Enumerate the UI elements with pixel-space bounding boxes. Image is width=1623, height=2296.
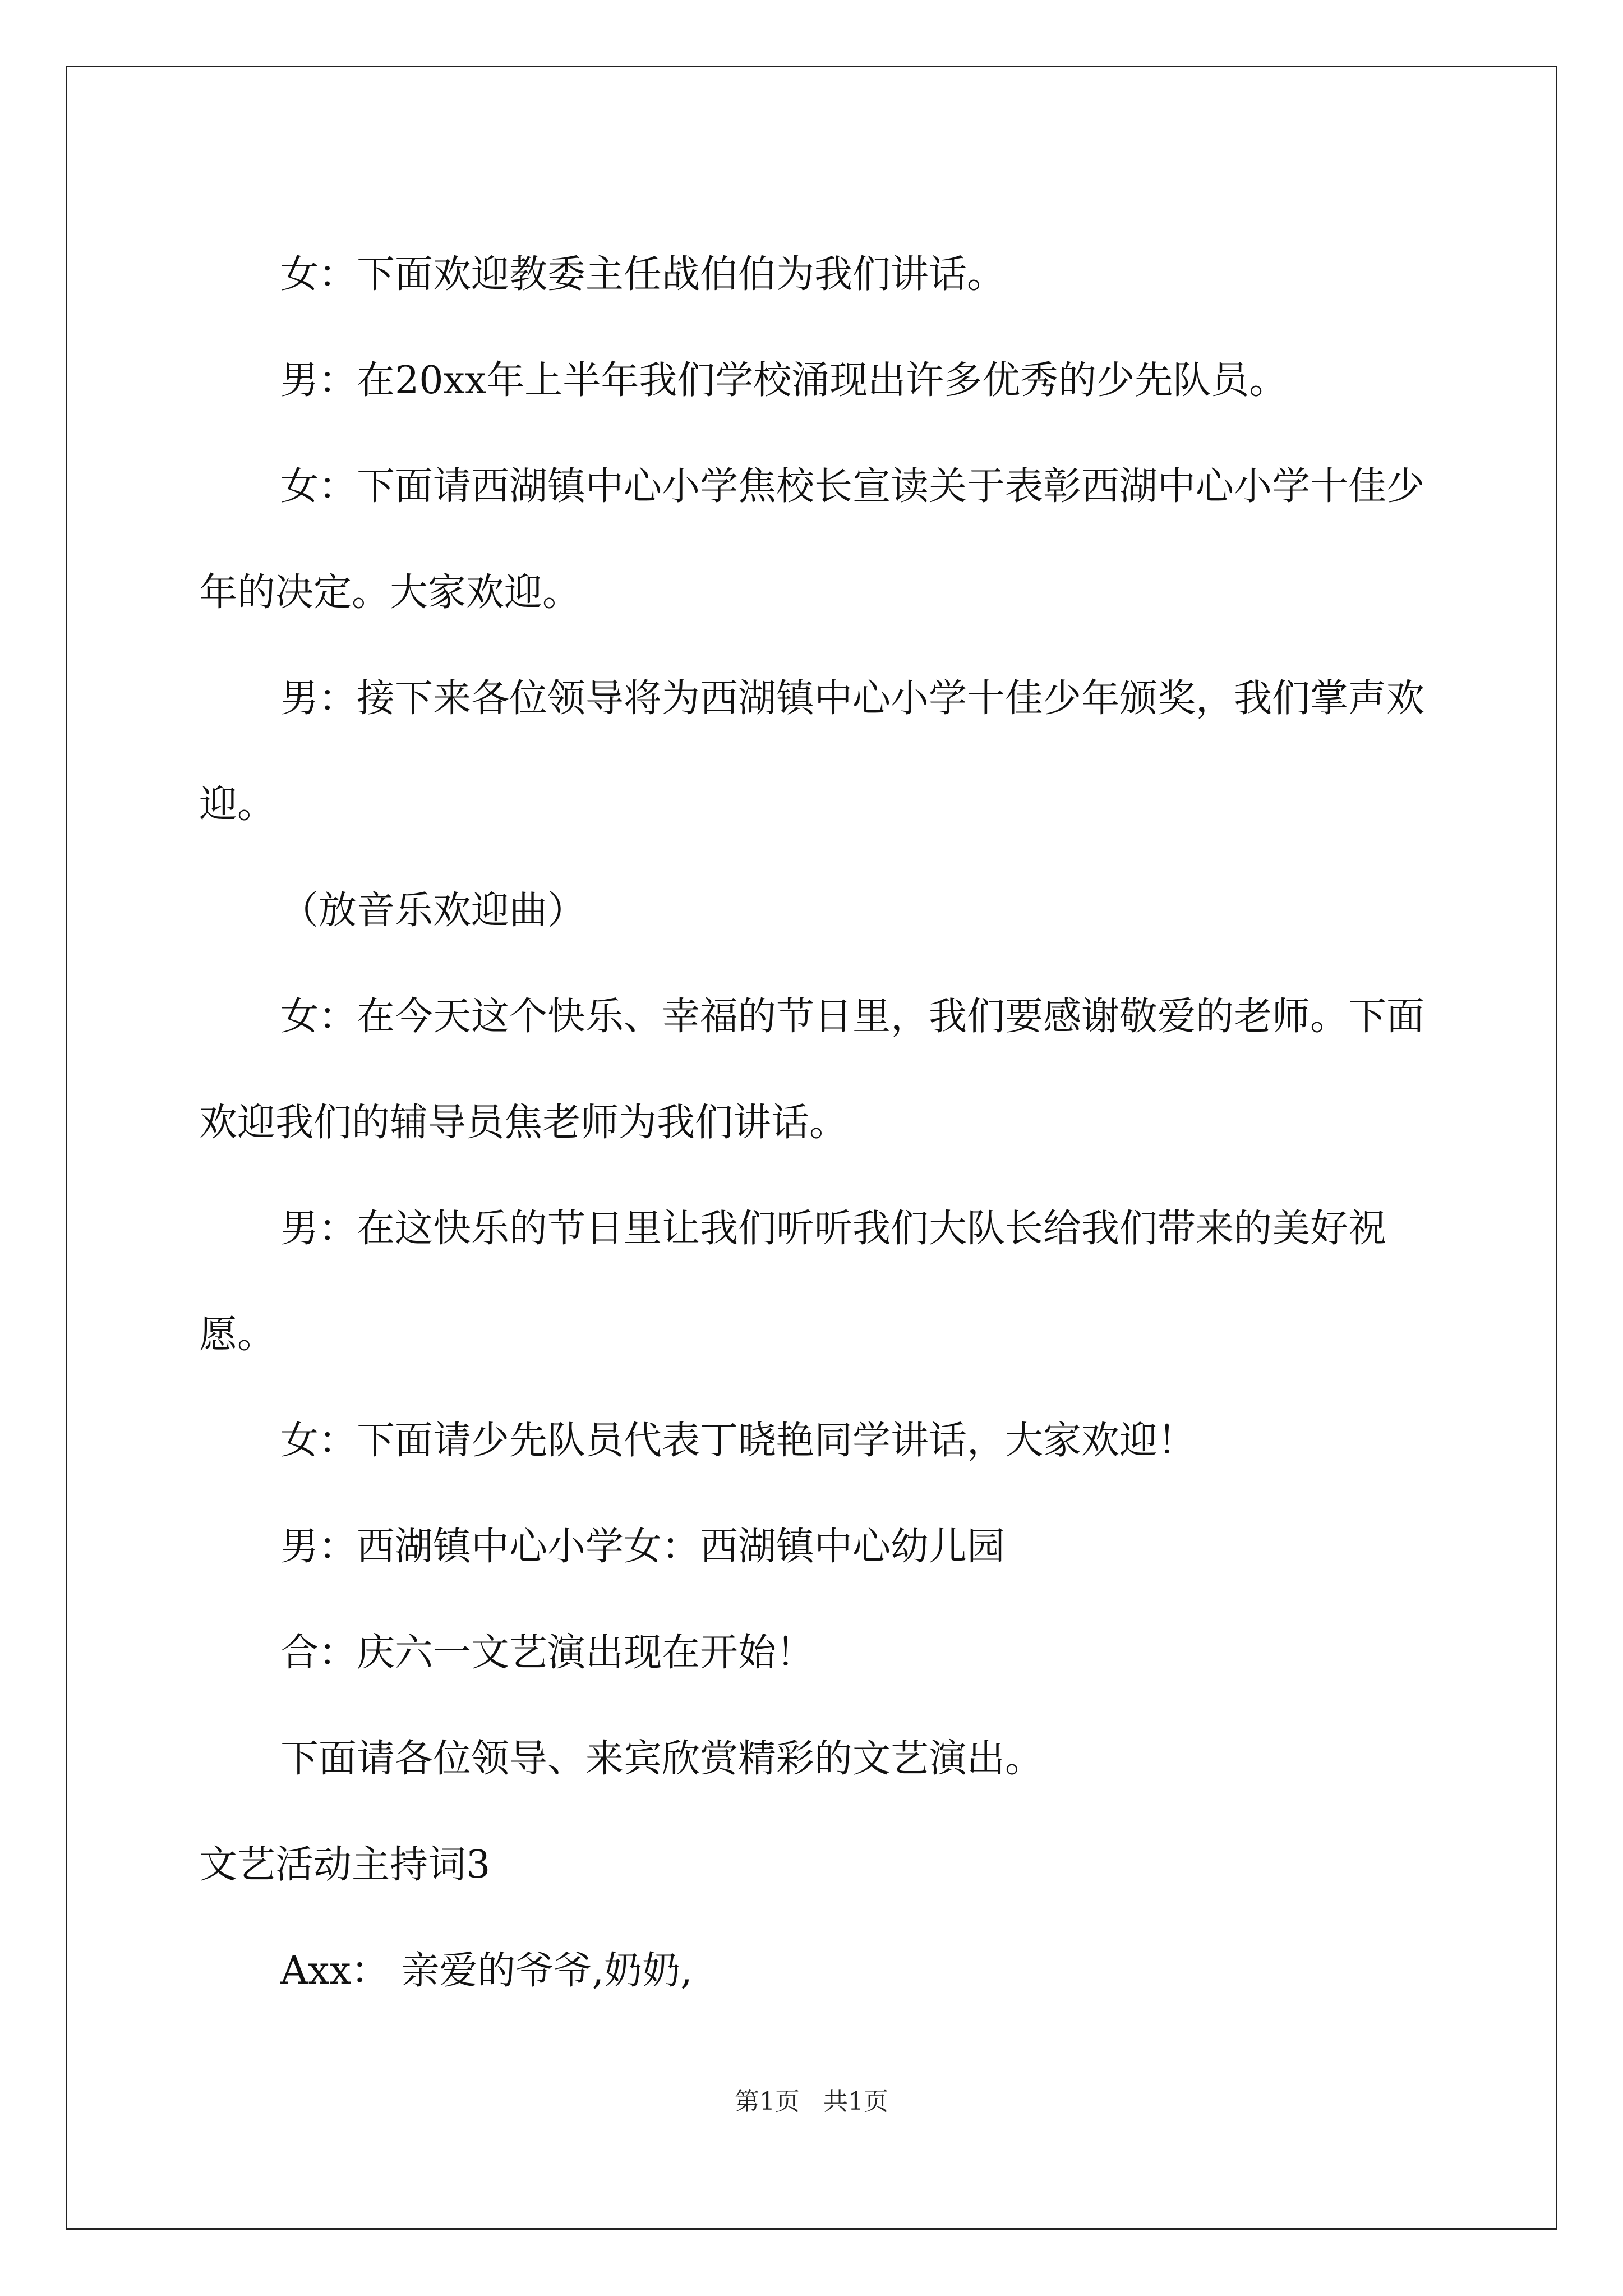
document-body bbox=[199, 222, 1433, 2024]
paragraph-last: Axx： 亲爱的爷爷,奶奶, bbox=[280, 1949, 693, 1993]
paragraph-1: 女：下面欢迎教委主任战伯伯为我们讲话。 bbox=[280, 252, 1006, 297]
paragraph-5: （放音乐欢迎曲） bbox=[280, 889, 586, 933]
section-title: 文艺活动主持词3 bbox=[199, 1843, 491, 1887]
paragraph-2: 男：在20xx年上半年我们学校涌现出许多优秀的少先队员。 bbox=[280, 358, 1288, 403]
paragraph-7: 男：在这快乐的节日里让我们听听我们大队长给我们带来的美好祝愿。 bbox=[199, 1207, 1387, 1357]
paragraph-3: 女：下面请西湖镇中心小学焦校长宣读关于表彰西湖中心小学十佳少年的决定。大家欢迎。 bbox=[199, 464, 1425, 615]
paragraph-8: 女：下面请少先队员代表丁晓艳同学讲话，大家欢迎！ bbox=[280, 1419, 1196, 1463]
paragraph-9: 男：西湖镇中心小学女：西湖镇中心幼儿园 bbox=[280, 1525, 1006, 1569]
paragraph-6: 女：在今天这个快乐、幸福的节日里，我们要感谢敬爱的老师。下面欢迎我们的辅导员焦老师为我们讲话。 bbox=[199, 995, 1425, 1145]
paragraph-10: 合：庆六一文艺演出现在开始！ bbox=[280, 1631, 815, 1675]
paragraph-11: 下面请各位领导、来宾欣赏精彩的文艺演出。 bbox=[280, 1737, 1044, 1781]
page-footer: 第1页 共1页 bbox=[735, 2087, 888, 2116]
paragraph-4: 男：接下来各位领导将为西湖镇中心小学十佳少年颁奖，我们掌声欢迎。 bbox=[199, 677, 1425, 827]
